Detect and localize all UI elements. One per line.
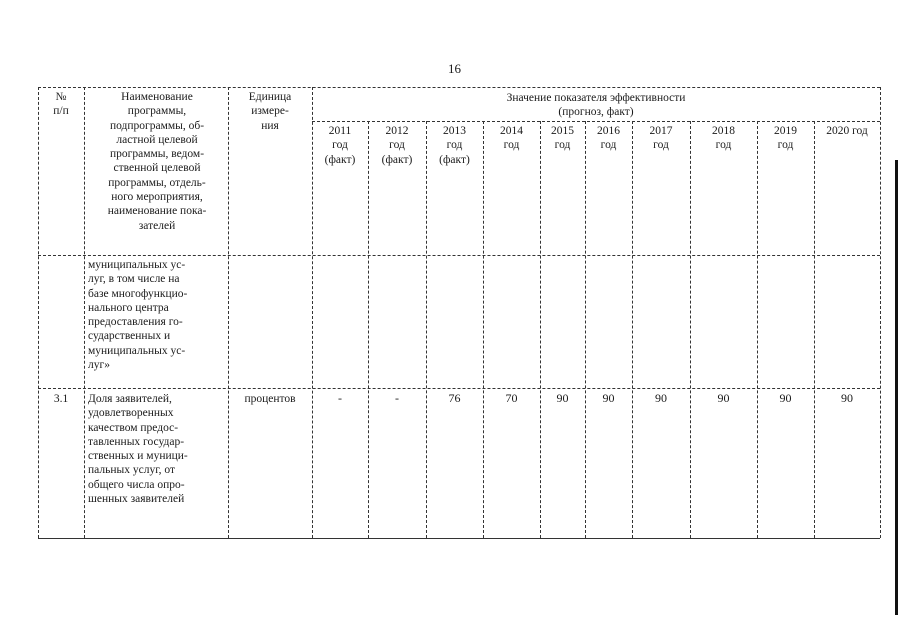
row-number: 3.1 (53, 393, 69, 405)
row-name: Доля заявителей, удовлетворенных качеством предос- тавленных государ- ственных и муници- пальных услуг, от общего числа опро- шенных заявителей (88, 393, 188, 506)
header-year: 2012 год (факт) (381, 125, 413, 166)
header-indicator: Значение показателя эффективности (прогноз, факт) (506, 92, 686, 119)
header-year: 2019 год (774, 125, 797, 152)
header-year: 2013 год (факт) (439, 125, 470, 166)
row-unit: процентов (244, 393, 296, 405)
row-value: 90 (717, 391, 730, 405)
header-year: 2017 год (649, 125, 673, 152)
scan-edge-mark (895, 160, 898, 615)
header-unit: Единица измере- ния (248, 91, 292, 132)
header-year: 2020 год (826, 125, 868, 137)
row-value: - (338, 391, 342, 405)
row-value: 90 (779, 391, 792, 405)
header-year: 2016 год (597, 125, 620, 152)
row-value: 76 (448, 391, 461, 405)
header-year: 2011 год (факт) (324, 125, 356, 166)
row-value: 90 (602, 391, 615, 405)
header-year: 2014 год (500, 125, 523, 152)
row-value: - (395, 391, 399, 405)
header-year: 2015 год (551, 125, 574, 152)
row-value: 90 (556, 391, 569, 405)
row-value: 70 (505, 391, 518, 405)
page-number: 16 (448, 61, 461, 76)
continuation-text: муниципальных ус- луг, в том числе на базе многофункцио- нального центра предоставления го- сударственных и муниципальных ус- луг» (88, 259, 188, 372)
header-name: Наименование программы, подпрограммы, об- ластной целевой программы, ведом- ственной целевой программы, отдель- ного мероприятия, наименование пока- зателей (107, 91, 207, 232)
row-value: 90 (841, 391, 853, 405)
header-year: 2018 год (712, 125, 735, 152)
row-value: 90 (655, 391, 667, 405)
header-number: № п/п (53, 91, 69, 118)
